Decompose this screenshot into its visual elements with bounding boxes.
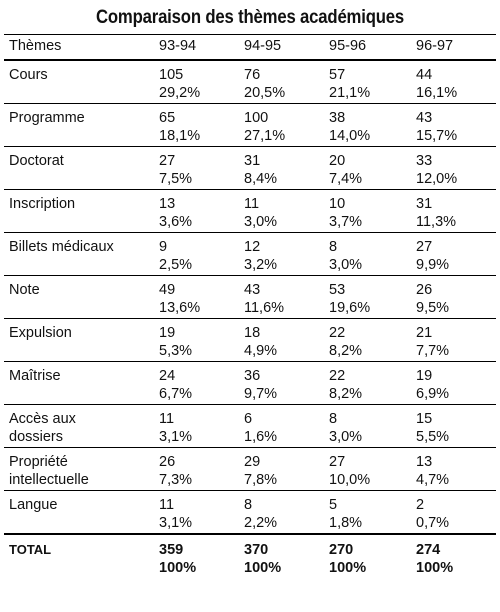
header-row — [4, 35, 496, 61]
percent-value: 1,8% — [329, 515, 363, 531]
percent-value: 11,6% — [244, 300, 285, 316]
count-value: 43 — [244, 282, 261, 298]
count-value: 19 — [159, 325, 176, 341]
count-value: 105 — [159, 67, 184, 83]
row-label — [4, 448, 154, 491]
data-cell — [239, 362, 324, 405]
count-value: 13 — [159, 196, 176, 212]
percent-value: 3,0% — [329, 257, 363, 273]
data-cell — [324, 405, 411, 448]
data-cell — [411, 233, 496, 276]
row-label: Billets médicaux — [4, 233, 154, 276]
percent-value: 12,0% — [416, 171, 458, 187]
total-count: 270 — [329, 542, 354, 558]
table-row — [4, 60, 496, 104]
count-value: 11 — [244, 196, 260, 212]
total-percent: 100% — [244, 560, 282, 576]
row-label: Note — [4, 276, 154, 319]
data-cell — [411, 319, 496, 362]
data-cell — [324, 104, 411, 147]
data-cell — [239, 60, 324, 104]
data-cell — [411, 60, 496, 104]
row-label-line: intellectuelle — [9, 472, 89, 488]
percent-value: 2,5% — [159, 257, 193, 273]
percent-value: 7,4% — [329, 171, 363, 187]
count-value: 8 — [244, 497, 253, 513]
data-cell — [411, 362, 496, 405]
percent-value: 7,7% — [416, 343, 450, 359]
count-value: 65 — [159, 110, 176, 126]
percent-value: 5,5% — [416, 429, 450, 445]
count-value: 44 — [416, 67, 433, 83]
percent-value: 9,7% — [244, 386, 278, 402]
total-cell — [411, 534, 496, 579]
count-value: 11 — [159, 411, 175, 427]
row-label: Expulsion — [4, 319, 154, 362]
count-value: 22 — [329, 368, 346, 384]
count-value: 49 — [159, 282, 176, 298]
count-value: 19 — [416, 368, 433, 384]
data-cell — [239, 104, 324, 147]
percent-value: 5,3% — [159, 343, 193, 359]
data-cell — [239, 448, 324, 491]
table-row — [4, 190, 496, 233]
data-cell — [411, 276, 496, 319]
data-cell — [154, 491, 239, 535]
count-value: 27 — [159, 153, 176, 169]
total-percent: 100% — [159, 560, 197, 576]
row-label-line: Propriété — [9, 454, 68, 470]
count-value: 22 — [329, 325, 346, 341]
count-value: 26 — [416, 282, 433, 298]
total-cell — [324, 534, 411, 579]
data-cell — [411, 104, 496, 147]
data-cell — [324, 491, 411, 535]
percent-value: 21,1% — [329, 85, 371, 101]
count-value: 9 — [159, 239, 168, 255]
data-cell — [154, 60, 239, 104]
data-cell — [324, 319, 411, 362]
table-row — [4, 147, 496, 190]
count-value: 8 — [329, 239, 338, 255]
data-cell — [239, 190, 324, 233]
count-value: 27 — [329, 454, 346, 470]
percent-value: 20,5% — [244, 85, 286, 101]
header-year-4: 96-97 — [411, 35, 496, 61]
percent-value: 3,1% — [159, 515, 193, 531]
count-value: 5 — [329, 497, 338, 513]
percent-value: 4,9% — [244, 343, 278, 359]
count-value: 53 — [329, 282, 346, 298]
table-title: Comparaison des thèmes académiques — [95, 7, 405, 28]
percent-value: 7,3% — [159, 472, 193, 488]
percent-value: 19,6% — [329, 300, 371, 316]
total-label: TOTAL — [9, 542, 52, 557]
count-value: 8 — [329, 411, 338, 427]
percent-value: 3,0% — [329, 429, 363, 445]
data-cell — [411, 405, 496, 448]
percent-value: 1,6% — [244, 429, 278, 445]
percent-value: 18,1% — [159, 128, 201, 144]
count-value: 31 — [244, 153, 261, 169]
count-value: 36 — [244, 368, 261, 384]
row-label-line: Accès aux — [9, 411, 76, 427]
count-value: 38 — [329, 110, 346, 126]
percent-value: 14,0% — [329, 128, 371, 144]
data-cell — [411, 147, 496, 190]
table-body — [4, 60, 496, 534]
header-theme: Thèmes — [4, 35, 154, 61]
table-row — [4, 233, 496, 276]
header-year-1: 93-94 — [154, 35, 239, 61]
data-cell — [154, 405, 239, 448]
count-value: 26 — [159, 454, 176, 470]
percent-value: 2,2% — [244, 515, 278, 531]
percent-value: 6,7% — [159, 386, 193, 402]
percent-value: 13,6% — [159, 300, 201, 316]
percent-value: 0,7% — [416, 515, 450, 531]
percent-value: 3,0% — [244, 214, 278, 230]
total-count: 274 — [416, 542, 441, 558]
data-cell — [154, 276, 239, 319]
percent-value: 3,1% — [159, 429, 193, 445]
data-cell — [154, 362, 239, 405]
data-cell — [324, 147, 411, 190]
total-percent: 100% — [329, 560, 367, 576]
row-label: Inscription — [4, 190, 154, 233]
percent-value: 11,3% — [416, 214, 457, 230]
percent-value: 4,7% — [416, 472, 450, 488]
data-cell — [239, 319, 324, 362]
total-cell — [154, 534, 239, 579]
table-row — [4, 319, 496, 362]
total-percent: 100% — [416, 560, 454, 576]
count-value: 24 — [159, 368, 176, 384]
percent-value: 3,2% — [244, 257, 278, 273]
themes-comparison-table — [4, 34, 496, 579]
data-cell — [154, 233, 239, 276]
data-cell — [239, 233, 324, 276]
row-label: Doctorat — [4, 147, 154, 190]
data-cell — [411, 190, 496, 233]
total-cell — [239, 534, 324, 579]
count-value: 6 — [244, 411, 253, 427]
data-cell — [324, 190, 411, 233]
header-year-3: 95-96 — [324, 35, 411, 61]
row-label: Programme — [4, 104, 154, 147]
table-row — [4, 491, 496, 535]
percent-value: 8,2% — [329, 343, 363, 359]
percent-value: 27,1% — [244, 128, 286, 144]
count-value: 12 — [244, 239, 261, 255]
row-label — [4, 405, 154, 448]
count-value: 13 — [416, 454, 433, 470]
percent-value: 3,6% — [159, 214, 193, 230]
data-cell — [154, 448, 239, 491]
count-value: 29 — [244, 454, 261, 470]
table-row — [4, 276, 496, 319]
total-count: 359 — [159, 542, 184, 558]
data-cell — [324, 276, 411, 319]
percent-value: 16,1% — [416, 85, 458, 101]
data-cell — [239, 147, 324, 190]
count-value: 33 — [416, 153, 433, 169]
data-cell — [239, 276, 324, 319]
total-row — [4, 534, 496, 579]
row-label: Maîtrise — [4, 362, 154, 405]
count-value: 57 — [329, 67, 346, 83]
count-value: 43 — [416, 110, 433, 126]
percent-value: 7,5% — [159, 171, 193, 187]
total-count: 370 — [244, 542, 269, 558]
percent-value: 9,5% — [416, 300, 450, 316]
percent-value: 9,9% — [416, 257, 450, 273]
count-value: 31 — [416, 196, 433, 212]
percent-value: 8,4% — [244, 171, 278, 187]
row-label-line: dossiers — [9, 429, 63, 445]
table-row — [4, 405, 496, 448]
data-cell — [154, 147, 239, 190]
count-value: 21 — [416, 325, 433, 341]
percent-value: 15,7% — [416, 128, 458, 144]
table-row — [4, 448, 496, 491]
percent-value: 29,2% — [159, 85, 201, 101]
data-cell — [239, 405, 324, 448]
data-cell — [324, 60, 411, 104]
percent-value: 10,0% — [329, 472, 371, 488]
data-cell — [154, 319, 239, 362]
data-cell — [411, 448, 496, 491]
data-cell — [324, 362, 411, 405]
data-cell — [239, 491, 324, 535]
count-value: 10 — [329, 196, 346, 212]
row-label: Langue — [4, 491, 154, 535]
count-value: 20 — [329, 153, 346, 169]
table-row — [4, 362, 496, 405]
data-cell — [324, 233, 411, 276]
count-value: 27 — [416, 239, 433, 255]
count-value: 11 — [159, 497, 175, 513]
percent-value: 3,7% — [329, 214, 363, 230]
table-row — [4, 104, 496, 147]
percent-value: 7,8% — [244, 472, 278, 488]
percent-value: 8,2% — [329, 386, 363, 402]
count-value: 18 — [244, 325, 261, 341]
count-value: 15 — [416, 411, 433, 427]
data-cell — [411, 491, 496, 535]
header-year-2: 94-95 — [239, 35, 324, 61]
percent-value: 6,9% — [416, 386, 450, 402]
count-value: 100 — [244, 110, 269, 126]
data-cell — [154, 190, 239, 233]
data-cell — [324, 448, 411, 491]
data-cell — [154, 104, 239, 147]
row-label: Cours — [4, 60, 154, 104]
count-value: 76 — [244, 67, 261, 83]
count-value: 2 — [416, 497, 425, 513]
